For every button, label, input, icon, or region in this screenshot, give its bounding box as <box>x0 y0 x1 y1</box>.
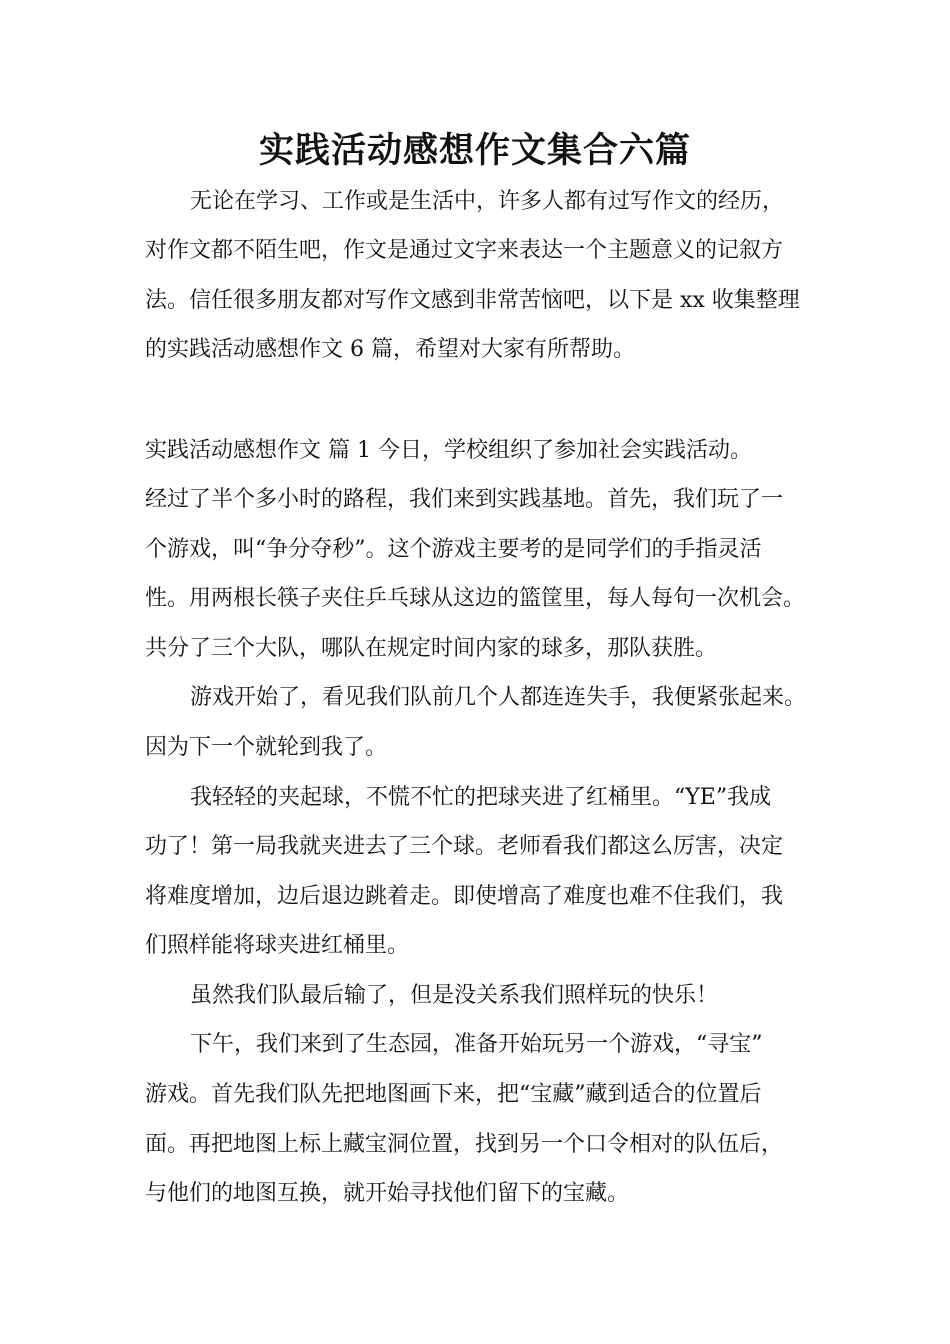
paragraph-line: 无论在学习、工作或是生活中，许多人都有过写作文的经历， <box>190 189 785 214</box>
paragraph-line: 经过了半个多小时的路程，我们来到实践基地。首先，我们玩了一 <box>145 487 784 512</box>
document-title: 实践活动感想作文集合六篇 <box>258 131 691 171</box>
paragraph-line: 性。用两根长筷子夹住乒乓球从这边的篮筐里，每人每句一次机会。 <box>145 586 806 611</box>
paragraph-line: 游戏开始了，看见我们队前几个人都连连失手，我便紧张起来。 <box>190 685 807 710</box>
paragraph-line: 我轻轻的夹起球，不慌不忙的把球夹进了红桶里。“YE”我成 <box>190 785 772 810</box>
paragraph-line: 功了！第一局我就夹进去了三个球。老师看我们都这么厉害，决定 <box>145 834 784 859</box>
paragraph-line: 将难度增加，边后退边跳着走。即使增高了难度也难不住我们，我 <box>145 884 784 909</box>
paragraph-line: 的实践活动感想作文 6 篇，希望对大家有所帮助。 <box>145 337 635 362</box>
paragraph-line: 们照样能将球夹进红桶里。 <box>145 933 410 958</box>
section-heading-line: 实践活动感想作文 篇 1 今日，学校组织了参加社会实践活动。 <box>145 438 752 463</box>
paragraph-line: 虽然我们队最后输了，但是没关系我们照样玩的快乐！ <box>190 983 719 1008</box>
paragraph-line: 个游戏，叫“争分夺秒”。这个游戏主要考的是同学们的手指灵活 <box>145 537 762 562</box>
paragraph-line: 下午，我们来到了生态园，准备开始玩另一个游戏，“寻宝” <box>190 1032 763 1057</box>
paragraph-line: 面。再把地图上标上藏宝洞位置，找到另一个口令相对的队伍后， <box>145 1132 784 1157</box>
paragraph-line: 法。信任很多朋友都对写作文感到非常苦恼吧，以下是 xx 收集整理 <box>145 288 800 313</box>
paragraph-line: 对作文都不陌生吧，作文是通过文字来表达一个主题意义的记叙方 <box>145 238 784 263</box>
paragraph-line: 与他们的地图互换，就开始寻找他们留下的宝藏。 <box>145 1181 630 1206</box>
paragraph-line: 游戏。首先我们队先把地图画下来，把“宝藏”藏到适合的位置后 <box>145 1082 762 1107</box>
paragraph-line: 因为下一个就轮到我了。 <box>145 735 388 760</box>
paragraph-line: 共分了三个大队，哪队在规定时间内家的球多，那队获胜。 <box>145 636 718 661</box>
